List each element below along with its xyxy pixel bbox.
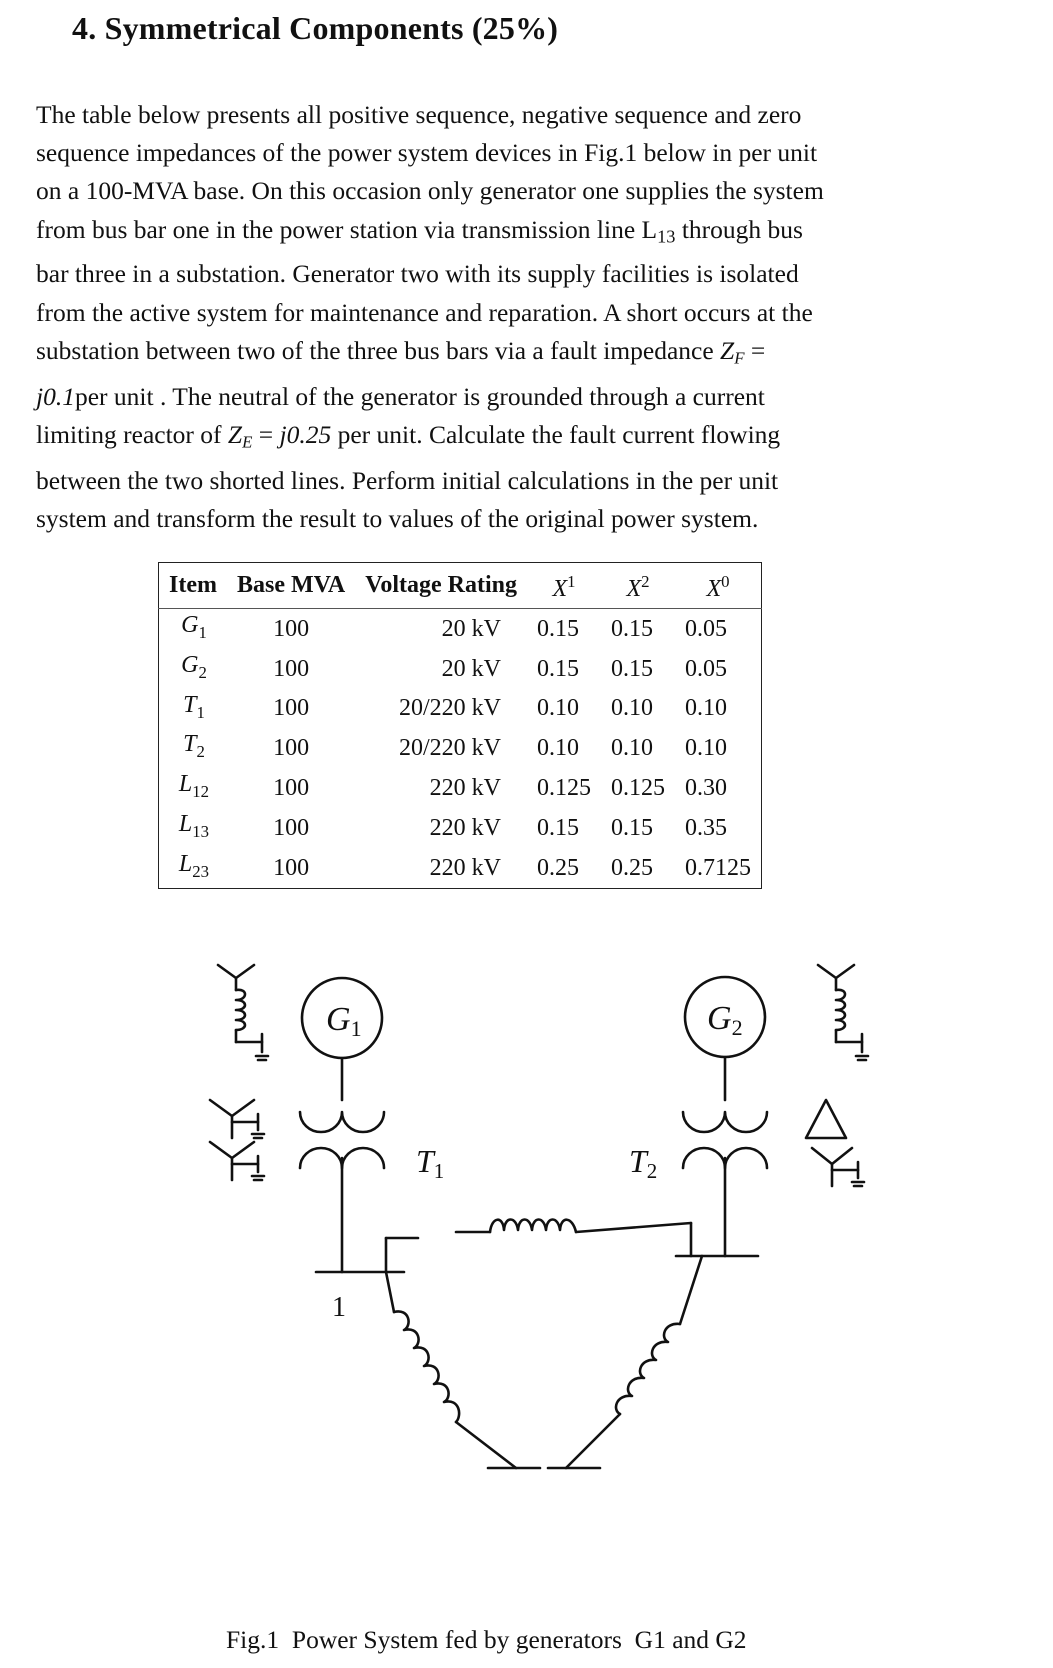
fault-impedance-symbol: Z (720, 335, 735, 365)
table-row (159, 848, 762, 888)
cell-item (159, 649, 227, 689)
cell-x0: 0.30 (685, 775, 727, 802)
line-l12-right (576, 1223, 691, 1232)
cell-x1: 0.15 (537, 814, 579, 841)
cell-x0: 0.10 (685, 735, 727, 762)
cell-voltage: 220 kV (429, 775, 501, 802)
fault-impedance-subscript: F (734, 348, 745, 368)
line-l13-lower (456, 1422, 516, 1468)
transformer-2-symbol: T (629, 1143, 647, 1179)
header-x1-symbol: X (552, 576, 568, 602)
earth-impedance-value: j0.25 (279, 419, 332, 449)
header-x0 (675, 563, 762, 609)
text-line-9-start: limiting reactor of (36, 419, 228, 449)
item-symbol: L (178, 810, 193, 837)
cell-x2: 0.25 (611, 854, 653, 881)
cell-item (159, 808, 227, 848)
cell-x0: 0.10 (685, 695, 727, 722)
text-line-4-start: from bus bar one in the power station via transmission line L (36, 214, 658, 244)
text-line-9-end: per unit. Calculate the fault current flowing (331, 419, 781, 449)
impedance-table (158, 562, 762, 889)
transformer-1-label (416, 1143, 444, 1183)
header-x0-symbol: X (706, 576, 722, 602)
transformer-2-primary-winding (683, 1112, 767, 1132)
line-l13-upper (386, 1272, 394, 1312)
cell-x2: 0.10 (611, 695, 653, 722)
cell-x0: 0.35 (685, 814, 727, 841)
cell-base: 100 (273, 655, 310, 682)
line-l13-reactance-coil (394, 1311, 459, 1422)
problem-statement (36, 96, 1036, 538)
table-row (159, 768, 762, 808)
generator-1-subscript: 1 (350, 1016, 362, 1041)
text-line-4-end: through bus (675, 214, 803, 244)
item-subscript: 2 (198, 662, 207, 682)
text-line-1: The table below presents all positive sequence, negative sequence and zero (36, 100, 802, 129)
item-symbol: L (178, 850, 193, 877)
section-heading: 4. Symmetrical Components (25%) (72, 10, 559, 46)
header-x0-sup: 0 (721, 572, 730, 591)
item-symbol: G (181, 612, 199, 638)
power-system-diagram (0, 940, 1053, 1500)
cell-voltage: 20/220 kV (399, 735, 501, 762)
text-line-4 (36, 211, 1036, 256)
cell-base: 100 (273, 814, 310, 841)
text-line-7-start: substation between two of the three bus bars via a fault impedance (36, 335, 721, 365)
cell-base: 100 (273, 695, 310, 722)
table-row (159, 808, 762, 848)
item-subscript: 12 (192, 781, 210, 801)
cell-item (159, 689, 227, 729)
item-subscript: 1 (196, 702, 205, 722)
item-symbol: L (178, 771, 193, 798)
cell-x0: 0.05 (685, 655, 727, 682)
transformer-2-subscript: 2 (646, 1159, 658, 1183)
text-line-2: sequence impedances of the power system devices in Fig.1 below in per unit (36, 138, 818, 168)
transformer-2-label (629, 1143, 657, 1183)
text-line-7-end: = (744, 335, 766, 365)
transformer-1-symbol: T (416, 1143, 434, 1179)
text-line-5: bar three in a substation. Generator two with its supply facilities is isolated (36, 259, 799, 289)
header-x2-sup: 2 (641, 572, 650, 591)
g2-grounded-wye-reactor-symbol (818, 965, 868, 1060)
generator-2-label (707, 1000, 743, 1040)
line-l23-lower (566, 1414, 620, 1468)
fault-impedance-value: j0.1 (36, 381, 75, 411)
t2-secondary-grounded-wye-symbol (812, 1148, 864, 1186)
item-symbol: T (183, 731, 197, 758)
cell-voltage: 20/220 kV (399, 695, 501, 722)
cell-x1: 0.25 (537, 854, 579, 881)
cell-x2: 0.125 (611, 775, 665, 802)
t1-primary-grounded-wye-symbol (210, 1100, 264, 1138)
table-row (159, 689, 762, 729)
item-subscript: 2 (196, 742, 205, 762)
generator-1-symbol: G (326, 1001, 351, 1038)
item-symbol: G (181, 651, 199, 678)
cell-x2: 0.15 (611, 615, 653, 642)
text-line-10: between the two shorted lines. Perform initial calculations in the per unit (36, 465, 779, 495)
t2-primary-delta-symbol (806, 1100, 846, 1138)
cell-x0: 0.05 (685, 615, 727, 642)
line-l12-reactance-coil (490, 1220, 576, 1233)
text-line-8-rest: per unit . The neutral of the generator is grounded through a current (74, 381, 765, 411)
line-l13-subscript: 13 (657, 226, 676, 247)
g1-grounded-wye-reactor-symbol (218, 965, 268, 1060)
text-line-8 (36, 378, 1036, 416)
item-subscript: 1 (198, 622, 207, 642)
transformer-1-primary-winding (300, 1112, 384, 1132)
item-subscript: 13 (192, 821, 210, 841)
cell-x1: 0.15 (537, 615, 579, 642)
header-x1 (527, 563, 601, 609)
cell-x1: 0.125 (537, 775, 591, 802)
figure-caption: Fig.1 Power System fed by generators G1 and G2 (226, 1625, 747, 1654)
cell-x1: 0.10 (537, 735, 579, 762)
cell-item (159, 768, 227, 808)
cell-base: 100 (273, 854, 310, 881)
cell-item (159, 609, 227, 649)
cell-base: 100 (273, 735, 310, 762)
header-base-mva: Base MVA (227, 563, 355, 609)
generator-1-label (326, 1001, 362, 1041)
cell-item (159, 848, 227, 888)
cell-base: 100 (273, 775, 310, 802)
header-x2-symbol: X (626, 576, 642, 602)
table-row (159, 649, 762, 689)
text-line-9 (36, 416, 1036, 462)
table-body (159, 609, 762, 889)
item-symbol: T (183, 691, 197, 718)
table-row (159, 728, 762, 768)
cell-item (159, 728, 227, 768)
bus-1-label: 1 (332, 1292, 346, 1323)
transformer-1-subscript: 1 (433, 1159, 445, 1183)
text-line-11: system and transform the result to values of the original power system. (36, 504, 759, 534)
table-row (159, 609, 762, 649)
text-line-7 (36, 332, 1036, 378)
cell-x0: 0.7125 (685, 854, 751, 881)
cell-base: 100 (273, 615, 310, 642)
cell-voltage: 20 kV (441, 655, 501, 682)
earth-impedance-subscript: E (242, 432, 253, 452)
item-subscript: 23 (192, 861, 210, 881)
cell-x1: 0.10 (537, 695, 579, 722)
text-line-6: from the active system for maintenance and reparation. A short occurs at the (36, 297, 813, 327)
header-x1-sup: 1 (567, 572, 576, 591)
generator-2-subscript: 2 (731, 1015, 743, 1040)
earth-impedance-equals: = (252, 419, 280, 449)
earth-impedance-symbol: Z (227, 419, 243, 449)
generator-2-symbol: G (707, 1000, 732, 1037)
table-header-row (159, 563, 762, 609)
cell-voltage: 220 kV (429, 854, 501, 881)
header-x2 (601, 563, 675, 609)
text-line-3: on a 100-MVA base. On this occasion only generator one supplies the system (36, 176, 824, 206)
cell-voltage: 20 kV (441, 615, 501, 642)
header-item: Item (159, 563, 227, 609)
cell-x2: 0.10 (611, 735, 653, 762)
cell-voltage: 220 kV (429, 814, 501, 841)
line-l23-upper (680, 1256, 702, 1324)
header-voltage-rating: Voltage Rating (355, 563, 527, 609)
line-l23-reactance-coil (616, 1324, 680, 1414)
cell-x2: 0.15 (611, 655, 653, 682)
cell-x2: 0.15 (611, 814, 653, 841)
t1-secondary-grounded-wye-symbol (210, 1142, 264, 1180)
cell-x1: 0.15 (537, 655, 579, 682)
